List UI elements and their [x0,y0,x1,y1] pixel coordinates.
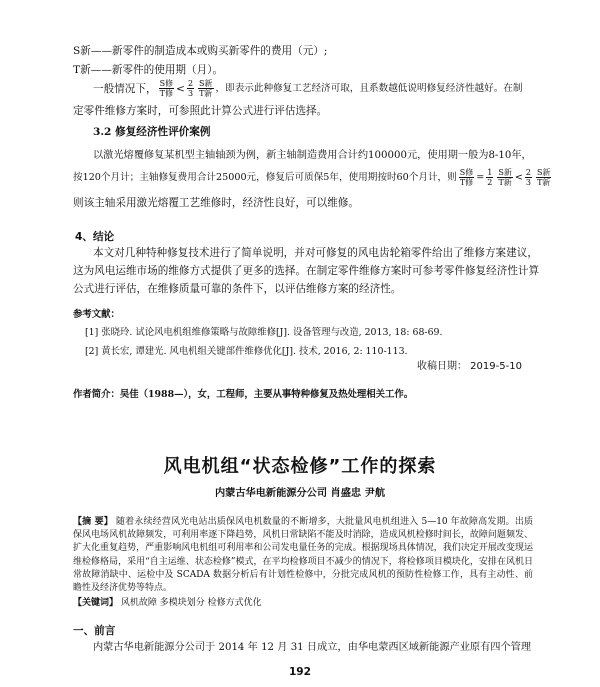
formula-lhs: $\frac{\text{S修}}{\text{T修}}$ [159,79,174,98]
case-formula-eq: = [476,171,485,183]
abstract-block [73,516,533,595]
keywords-label: 【关键词】 [73,598,119,608]
section-3-2-line1: 以激光熔覆修复某机型主轴轴颈为例，新主轴制造费用合计约100000元，使用期一般为8-10年， [93,150,532,161]
intro-line: 内蒙古华电新能源分公司于 2014 年 12 月 31 日成立，由华电蒙西区域新能源产业原有四个管理 [93,642,532,653]
case-formula-rhs: $\frac{\text{S新}}{\text{T新}}$ [537,168,551,187]
case-formula-rel: < [514,171,523,183]
abstract-label: 【摘 要】 [73,517,113,527]
abstract-text: 随着永续经营风光电站出质保风电机数量的不断增多，大批量风电机组进入 5—10 年故障高发期。出质保风电场风机故障频发，可利用率逐下降趋势，风机日常缺陷不能及时消除，造成风机检修时间长，故障问题频发、扩大化重复趋势，严重影响风电机组可利用率和公司发电量任务的完成。根据现场具体情况，我们决定开展改变现运维检修格局，采用“自主运维、状态检修”模式，在平均检修项目不减少的情况下，将检修项目模块化，安排在风机日常故障消缺中、运检中及 SCADA 数据分析后有计划性检修中，分批完成风机的预防性检修工作，具有主动性、前瞻性及经济优势等特点。 [73,517,533,594]
case-formula-coef: $\frac{2}{3}$ [525,168,531,187]
formula-relation: < [176,82,185,95]
section-3-2-heading: 3.2 修复经济性评价案例 [93,126,211,138]
case-formula-lhs: $\frac{\text{S修}}{\text{T修}}$ [459,168,474,187]
general-rule-line [93,79,523,98]
references-heading: 参考文献： [73,309,120,320]
article-title: 风电机组“状态检修”工作的探索 [163,456,437,477]
definition-t-new: T新——新零件的使用期（月）。 [73,64,224,76]
definition-s-new: S新——新零件的制造成本或购买新零件的费用（元）; [73,45,328,57]
formula-coef: $\frac{2}{3}$ [187,79,194,98]
general-rule-suffix: ，即表示此种修复工艺经济可取，且系数越低说明修复经济性越好。在制 [215,82,523,94]
section-3-2-line2-text: 按120个月计；主轴修复费用合计25000元，修复后可质保5年，使用期按时60个月计，则 [73,171,457,183]
section-3-2-line3: 则该主轴采用激光熔覆工艺维修时，经济性良好，可以维修。 [73,197,360,209]
section-3-2-line2 [73,168,553,187]
case-formula-mid-tail: $\frac{\text{S新}}{\text{T新}}$ [498,168,512,187]
reference-item-2: [2] 黄长宏, 谭建光. 风电机组关键部件维修优化[J]. 技术, 2016, 2: 110-113. [85,346,408,357]
conclusion-line-2: 这为风电运维市场的维修方式提供了更多的选择。在制定零件维修方案时可参考零件修复经济性计算 [73,265,540,277]
reference-item-1: [1] 张晓玲. 试论风电机组维修策略与故障维修[J]. 设备管理与改造, 2013, 18: 68-69. [85,327,443,338]
case-formula-mid: $\frac{1}{2}$ [487,168,493,187]
keywords-line [73,595,262,608]
intro-heading: 一、前言 [73,625,116,637]
general-rule-line2: 定零件维修方案时，可参照此计算公式进行评估选择。 [73,105,328,117]
general-rule-prefix: 一般情况下， [93,82,157,95]
page-number: 192 [288,666,312,678]
conclusion-line-1: 本文对几种特种修复技术进行了简单说明，并对可修复的风电齿轮箱零件给出了维修方案建议， [93,247,538,259]
received-date: 收稿日期： 2019-5-10 [417,361,522,372]
keywords-text: 风机故障 多模块划分 检修方式优化 [120,598,262,608]
conclusion-heading: 4、结论 [75,231,115,243]
formula-rhs: $\frac{\text{S新}}{\text{T新}}$ [199,79,213,98]
article-byline: 内蒙古华电新能源分公司 肖盛忠 尹航 [214,487,386,499]
author-bio: 作者简介：吴佳（1988—），女，工程师，主要从事特种修复及热处理相关工作。 [73,389,414,400]
conclusion-line-3: 公式进行评估，在维修质量可靠的条件下，以评估维修方案的经济性。 [73,283,402,295]
